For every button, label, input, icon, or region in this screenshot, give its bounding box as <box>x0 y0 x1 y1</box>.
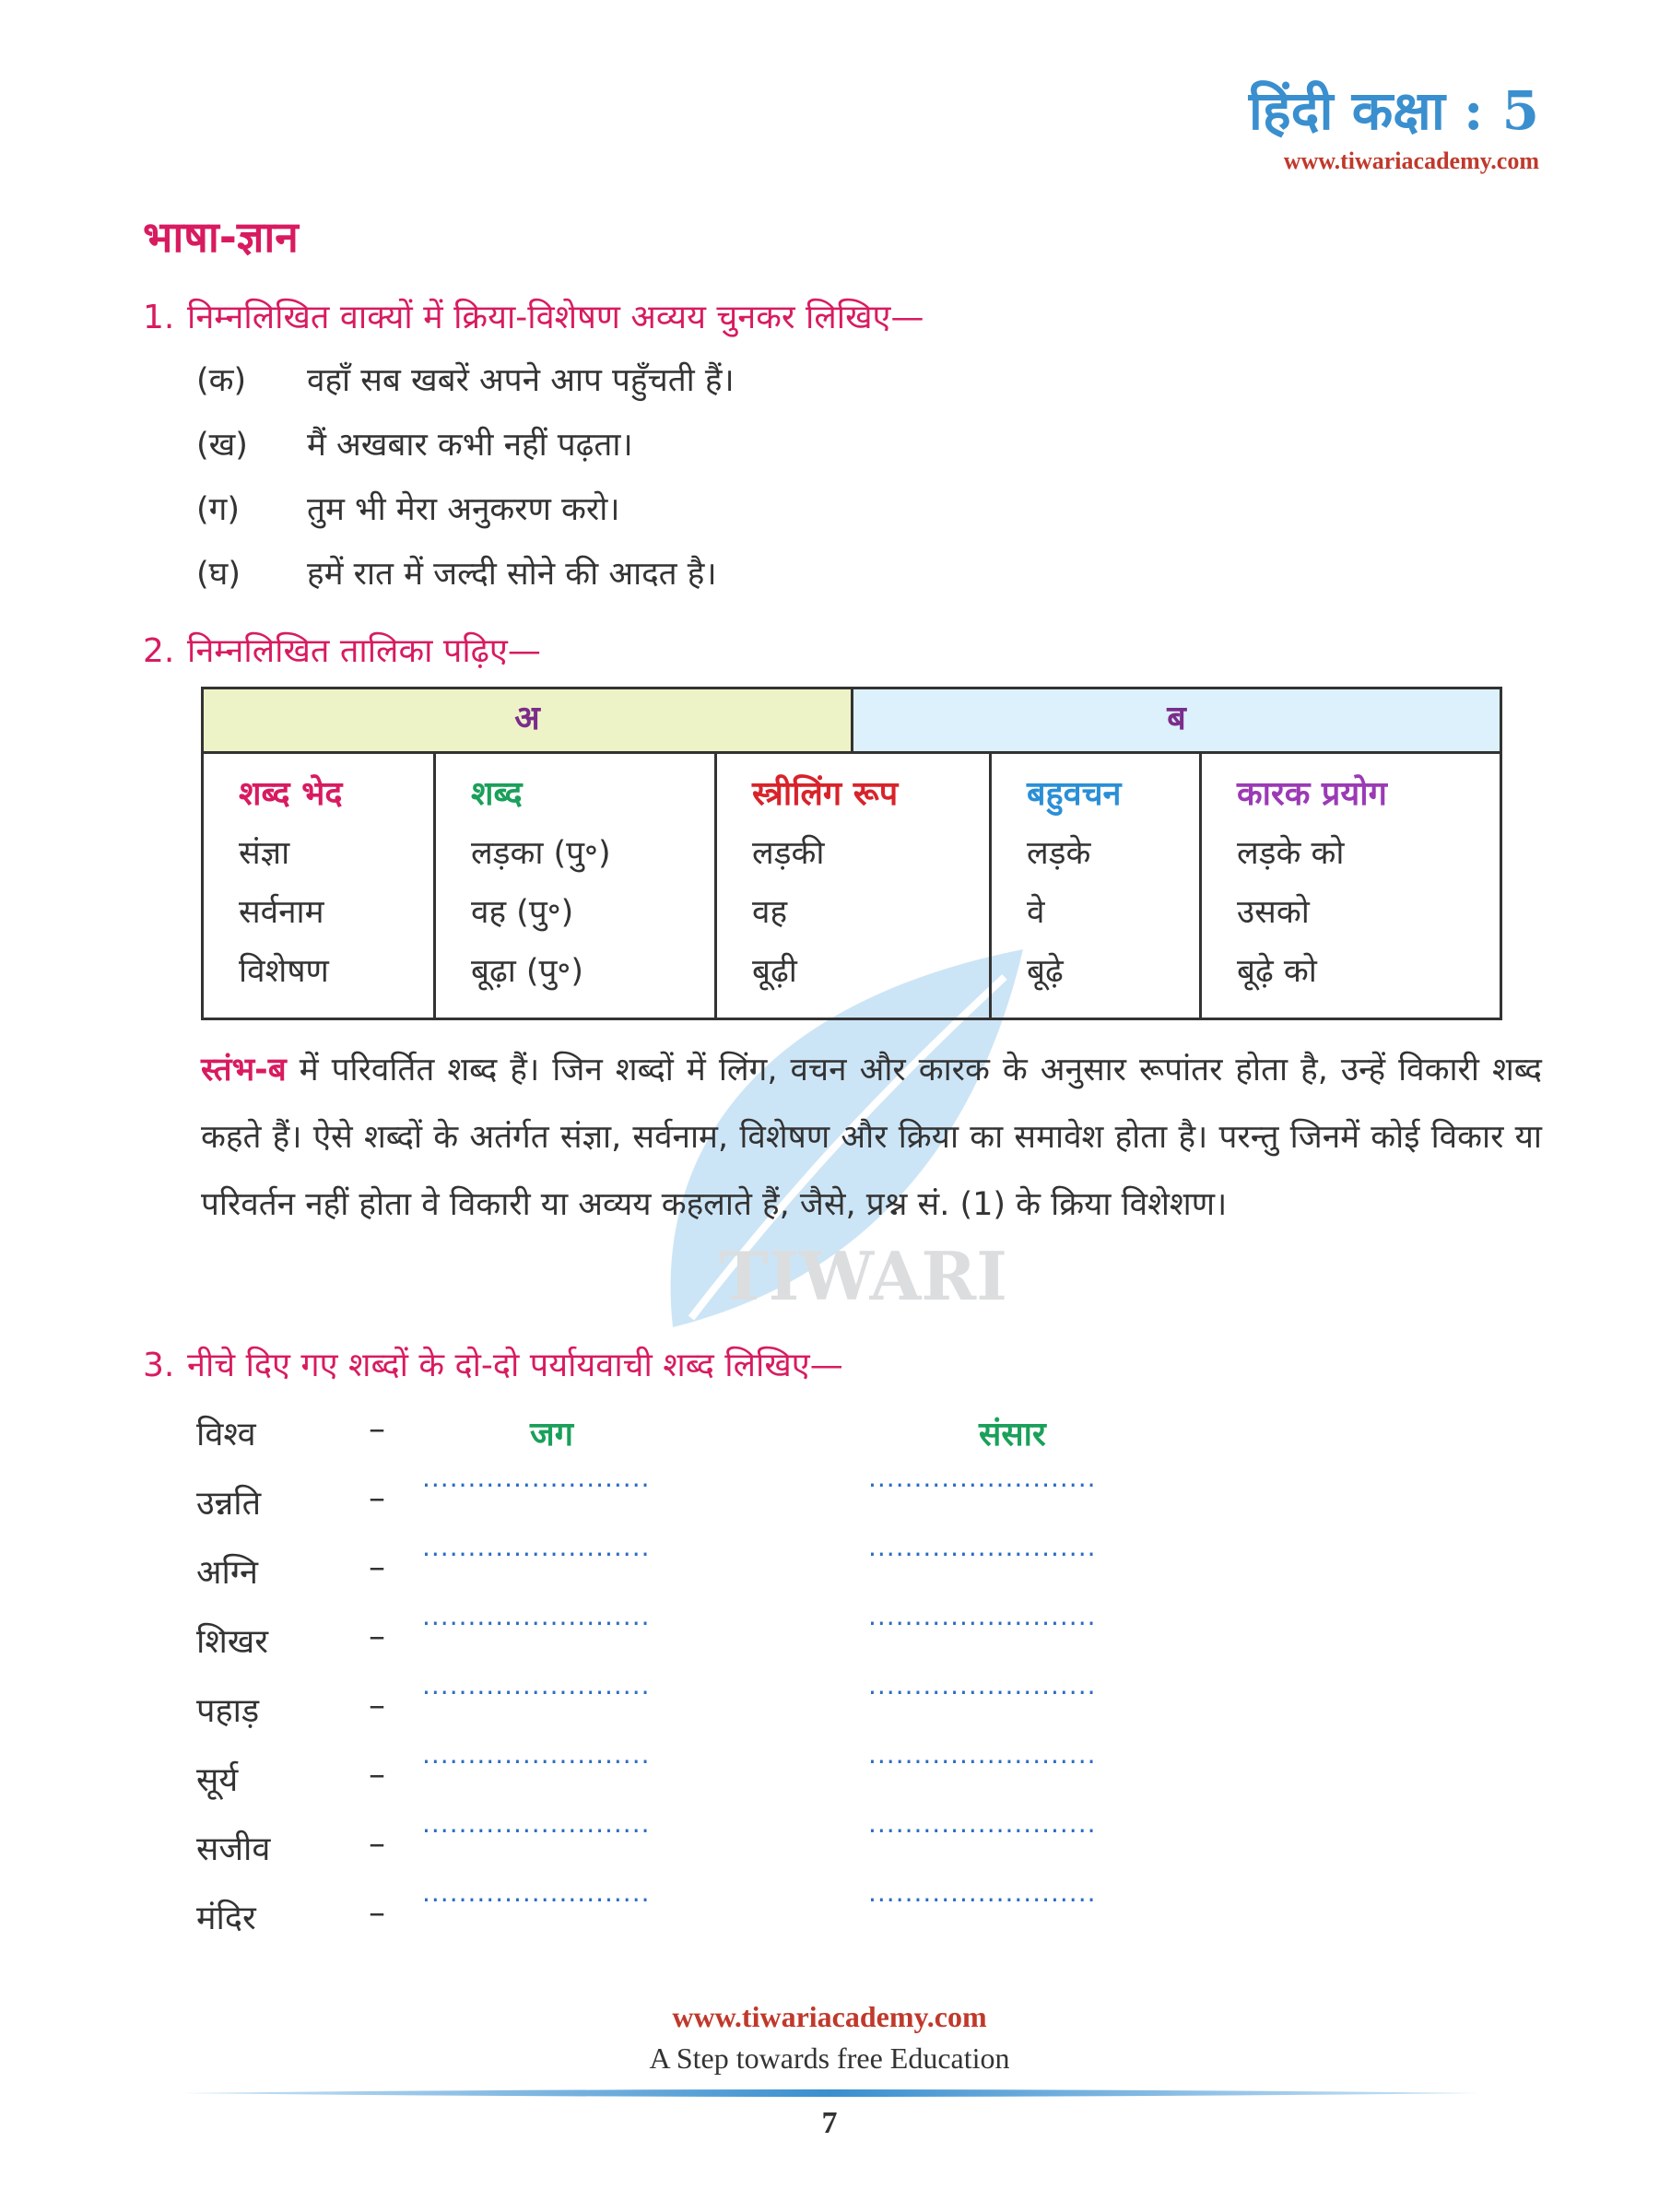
answer-blank-2[interactable]: ......................... <box>868 1808 1097 1839</box>
q1-item-label: (घ) <box>196 556 241 593</box>
answer-blank-1[interactable]: ......................... <box>422 1532 651 1562</box>
answer-blank-2[interactable]: ......................... <box>868 1877 1097 1908</box>
answer-blank-2[interactable]: ......................... <box>868 1463 1097 1493</box>
table-cell: बूढ़ी <box>752 953 797 990</box>
page-number: 7 <box>821 2106 838 2140</box>
table-cell: उसको <box>1237 894 1310 931</box>
synonym-answer-1: जग <box>530 1416 573 1453</box>
answer-blank-2[interactable]: ......................... <box>868 1601 1097 1631</box>
synonym-dash: – <box>369 1410 385 1448</box>
table-column <box>436 754 717 1018</box>
footer-divider <box>180 2088 1479 2099</box>
synonym-dash: – <box>369 1825 385 1863</box>
explanation-paragraph <box>201 1037 1542 1239</box>
q1-item <box>196 422 633 465</box>
table-column-header: बहुवचन <box>1027 775 1122 813</box>
question-3 <box>143 1341 843 1386</box>
synonym-word: पहाड़ <box>196 1692 260 1730</box>
synonym-dash: – <box>369 1548 385 1586</box>
q1-item-text: मैं अखबार कभी नहीं पढ़ता। <box>307 427 633 464</box>
answer-blank-1[interactable]: ......................... <box>422 1601 651 1631</box>
question-2 <box>143 627 541 672</box>
q1-item <box>196 358 735 401</box>
q1-item <box>196 551 717 594</box>
table-cell: बूढ़े <box>1027 953 1064 990</box>
paragraph-highlight: स्तंभ-ब <box>201 1052 287 1088</box>
synonym-word: सूर्य <box>196 1761 239 1799</box>
footer-tagline: A Step towards free Education <box>649 2041 1010 2075</box>
table-cell: लड़का (पु॰) <box>471 835 611 872</box>
table-column-header: कारक प्रयोग <box>1237 775 1387 813</box>
table-cell: लड़की <box>752 835 825 872</box>
question-1 <box>143 293 924 338</box>
q1-item <box>196 487 620 530</box>
synonym-dash: – <box>369 1756 385 1794</box>
table-cell: बूढ़ा (पु॰) <box>471 953 583 990</box>
answer-blank-1[interactable]: ......................... <box>422 1808 651 1839</box>
synonym-dash: – <box>369 1479 385 1517</box>
table-group-b-header: ब <box>853 689 1500 754</box>
table-cell: विशेषण <box>239 953 329 990</box>
table-group-a-header: अ <box>204 689 853 754</box>
synonym-dash: – <box>369 1687 385 1724</box>
question-3-number: 3. <box>143 1347 175 1384</box>
table-cell: लड़के <box>1027 835 1091 872</box>
q1-item-text: वहाँ सब खबरें अपने आप पहुँचती हैं। <box>307 362 735 399</box>
synonym-word: उन्नति <box>196 1485 262 1523</box>
answer-blank-1[interactable]: ......................... <box>422 1739 651 1770</box>
word-forms-table <box>201 687 1502 1020</box>
footer-url[interactable]: www.tiwariacademy.com <box>672 2000 987 2033</box>
q1-item-label: (क) <box>196 362 247 399</box>
synonym-word: मंदिर <box>196 1900 256 1937</box>
table-cell: बूढ़े को <box>1237 953 1317 990</box>
synonym-word: अग्नि <box>196 1554 258 1592</box>
question-1-number: 1. <box>143 299 175 336</box>
answer-blank-2[interactable]: ......................... <box>868 1670 1097 1700</box>
synonym-dash: – <box>369 1618 385 1655</box>
table-column <box>1202 754 1500 1018</box>
table-column <box>204 754 436 1018</box>
table-cell: सर्वनाम <box>239 894 324 931</box>
table-cell: संज्ञा <box>239 835 290 872</box>
answer-blank-2[interactable]: ......................... <box>868 1739 1097 1770</box>
question-1-text: निम्नलिखित वाक्यों में क्रिया-विशेषण अव्यय चुनकर लिखिए— <box>187 299 924 336</box>
q1-item-label: (ग) <box>196 491 241 528</box>
header-url[interactable]: www.tiwariacademy.com <box>1283 147 1539 174</box>
synonym-word: शिखर <box>196 1623 268 1661</box>
synonym-word: विश्व <box>196 1416 256 1453</box>
watermark-text: TIWARI <box>719 1237 1007 1315</box>
q1-item-label: (ख) <box>196 427 248 464</box>
question-2-text: निम्नलिखित तालिका पढ़िए— <box>187 632 541 670</box>
question-2-number: 2. <box>143 632 175 670</box>
section-title: भाषा-ज्ञान <box>143 212 299 262</box>
table-column-header: शब्द <box>471 775 523 813</box>
synonym-dash: – <box>369 1894 385 1932</box>
answer-blank-1[interactable]: ......................... <box>422 1463 651 1493</box>
table-cell: वे <box>1027 894 1045 931</box>
paragraph-text: में परिवर्तित शब्द हैं। जिन शब्दों में लिंग, वचन और कारक के अनुसार रूपांतर होता है, उन्हें विकारी शब्द कहते हैं। ऐसे शब्दों के अतंर्गत संज्ञा, सर्वनाम, विशेषण और क्रिया का समावेश होता है। परन्तु जिनमें कोई विकार या परिवर्तन नहीं होता वे विकारी या अव्यय कहलाते हैं, जैसे, प्रश्न सं. (1) के क्रिया विशेशण। <box>201 1052 1542 1223</box>
q1-item-text: हमें रात में जल्दी सोने की आदत है। <box>307 556 717 593</box>
header-title: हिंदी कक्षा : 5 <box>1248 79 1539 142</box>
table-cell: वह (पु॰) <box>471 894 574 931</box>
table-cell: लड़के को <box>1237 835 1345 872</box>
table-column-header: शब्द भेद <box>239 775 343 813</box>
table-cell: वह <box>752 894 788 931</box>
synonym-answer-2: संसार <box>979 1416 1046 1453</box>
answer-blank-1[interactable]: ......................... <box>422 1877 651 1908</box>
answer-blank-2[interactable]: ......................... <box>868 1532 1097 1562</box>
table-column <box>992 754 1202 1018</box>
table-column <box>717 754 992 1018</box>
question-3-text: नीचे दिए गए शब्दों के दो-दो पर्यायवाची शब्द लिखिए— <box>187 1347 843 1384</box>
table-column-header: स्त्रीलिंग रूप <box>752 775 899 813</box>
q1-item-text: तुम भी मेरा अनुकरण करो। <box>307 491 620 528</box>
answer-blank-1[interactable]: ......................... <box>422 1670 651 1700</box>
synonym-word: सजीव <box>196 1830 271 1868</box>
